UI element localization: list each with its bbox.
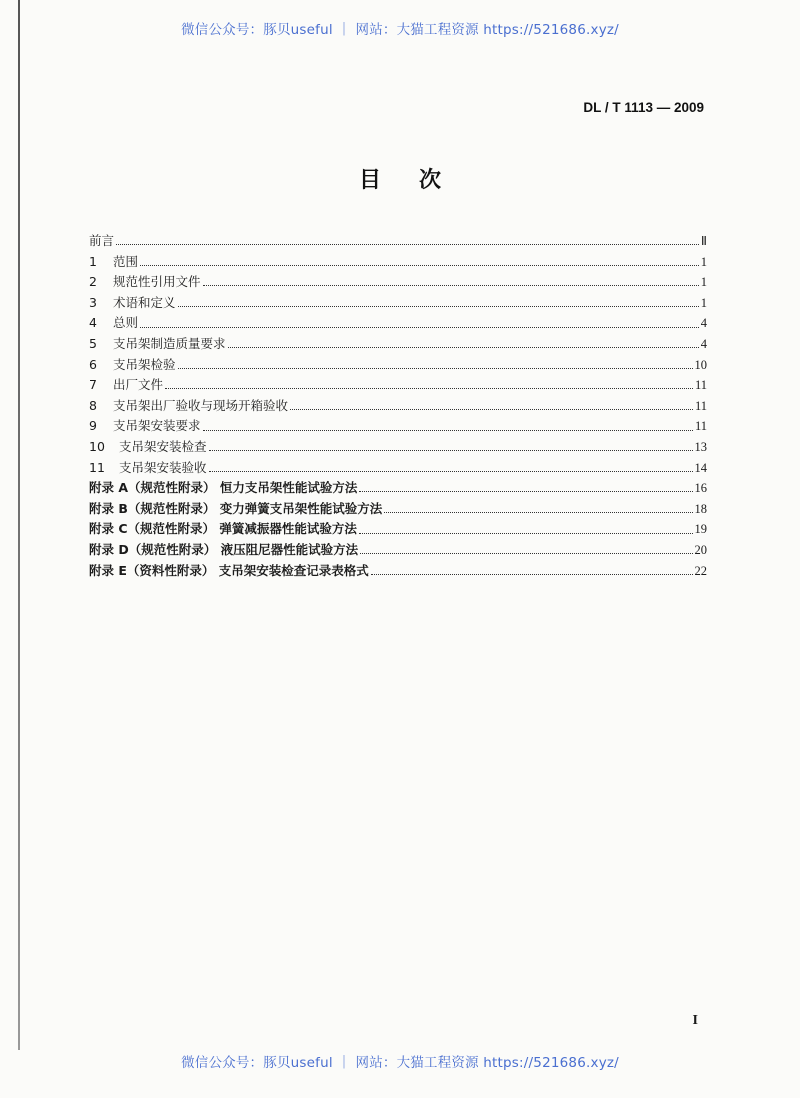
toc-entry-page: 14 [694,460,707,475]
dot-leader [165,387,693,389]
toc-entry-page: 4 [700,336,707,351]
toc-annex-entry [89,540,707,561]
dot-leader [290,408,693,410]
toc-entry-page: 13 [694,439,707,454]
dot-leader [209,470,693,472]
dot-leader [178,367,693,369]
toc-entry-page: 11 [694,398,707,413]
toc-entry-number: 3 [89,294,97,310]
dot-leader [359,532,693,534]
toc-entry-label: 支吊架制造质量要求 [113,335,226,351]
toc-entry-number: 9 [89,418,97,434]
toc-entry-page: 19 [694,522,707,537]
standard-number: DL / T 1113 — 2009 [583,100,704,115]
toc-entry-number: 2 [89,274,97,290]
toc-entry-page: 1 [700,254,707,269]
toc-entry-label: 支吊架出厂验收与现场开箱验收 [113,397,289,413]
toc-entry-label: 支吊架安装检查 [119,438,207,454]
toc-entry-page: 16 [694,481,707,496]
toc-entry-label: 出厂文件 [113,377,164,393]
toc-entry-label: 附录 A（规范性附录） 恒力支吊架性能试验方法 [89,480,358,496]
toc-entry-label: 支吊架检验 [113,356,176,372]
toc-entry [89,416,707,437]
toc-entry-page: 22 [694,563,707,578]
toc-entry-label: 附录 D（规范性附录） 液压阻尼器性能试验方法 [89,541,359,557]
dot-leader [178,305,699,307]
toc-entry-label: 前言 [89,233,115,248]
toc-entry [89,437,707,458]
toc-entry-label: 支吊架安装要求 [113,418,201,434]
toc-entry [89,355,707,376]
toc-entry-page: 4 [700,316,707,331]
toc-entry-label: 附录 B（规范性附录） 变力弹簧支吊架性能试验方法 [89,500,383,516]
toc-entry-number: 5 [89,335,97,351]
toc-entry [89,458,707,479]
dot-leader [360,552,692,554]
toc-entry-page: 1 [700,275,707,290]
dot-leader [228,346,699,348]
scan-edge-line [18,0,20,1050]
toc-annex-entry [89,519,707,540]
toc-entry-page: 1 [700,295,707,310]
toc-annex-entry [89,561,707,582]
toc-entry-number: 11 [89,459,105,475]
toc-entry-page: 11 [694,419,707,434]
toc-entry-number: 8 [89,397,97,413]
toc-entry [89,396,707,417]
toc-entry-label: 总则 [113,315,139,331]
toc-annex-entry [89,478,707,499]
toc-entry-page: 18 [694,501,707,516]
dot-leader [203,429,693,431]
toc-annex-entry [89,499,707,520]
toc-entry-page: 11 [694,378,707,393]
dot-leader [116,243,699,245]
dot-leader [203,284,699,286]
toc-entry [89,272,707,293]
dot-leader [359,490,692,492]
dot-leader [384,511,692,513]
watermark-bottom: 微信公众号：豚贝useful ｜ 网站：大猫工程资源 https://521686.xyz/ [181,1055,619,1071]
toc-entry-label: 支吊架安装验收 [119,459,207,475]
toc-entry-number: 1 [89,253,97,269]
toc-entry-page: 10 [694,357,707,372]
toc-entry-label: 附录 E（资料性附录） 支吊架安装检查记录表格式 [89,562,369,578]
toc-entry-number: 10 [89,438,105,454]
toc-entry-label: 附录 C（规范性附录） 弹簧减振器性能试验方法 [89,521,357,537]
toc-entry [89,293,707,314]
toc-entry-page: 20 [694,542,707,557]
toc-entry-number: 7 [89,377,97,393]
dot-leader [140,326,699,328]
toc-entry [89,252,707,273]
toc-entry-page: Ⅱ [700,234,707,248]
toc-entry [89,231,707,252]
toc-entry [89,375,707,396]
toc-entry [89,334,707,355]
table-of-contents [89,231,707,581]
toc-title: 目次 [358,168,479,193]
watermark-top: 微信公众号：豚贝useful ｜ 网站：大猫工程资源 https://521686.xyz/ [181,22,619,38]
page-number: I [692,1013,698,1028]
toc-entry-label: 规范性引用文件 [113,274,201,290]
toc-entry-number: 6 [89,356,97,372]
toc-entry [89,313,707,334]
toc-entry-number: 4 [89,315,97,331]
dot-leader [140,264,699,266]
dot-leader [371,573,693,575]
toc-entry-label: 范围 [113,253,139,269]
toc-entry-label: 术语和定义 [113,294,176,310]
dot-leader [209,449,693,451]
